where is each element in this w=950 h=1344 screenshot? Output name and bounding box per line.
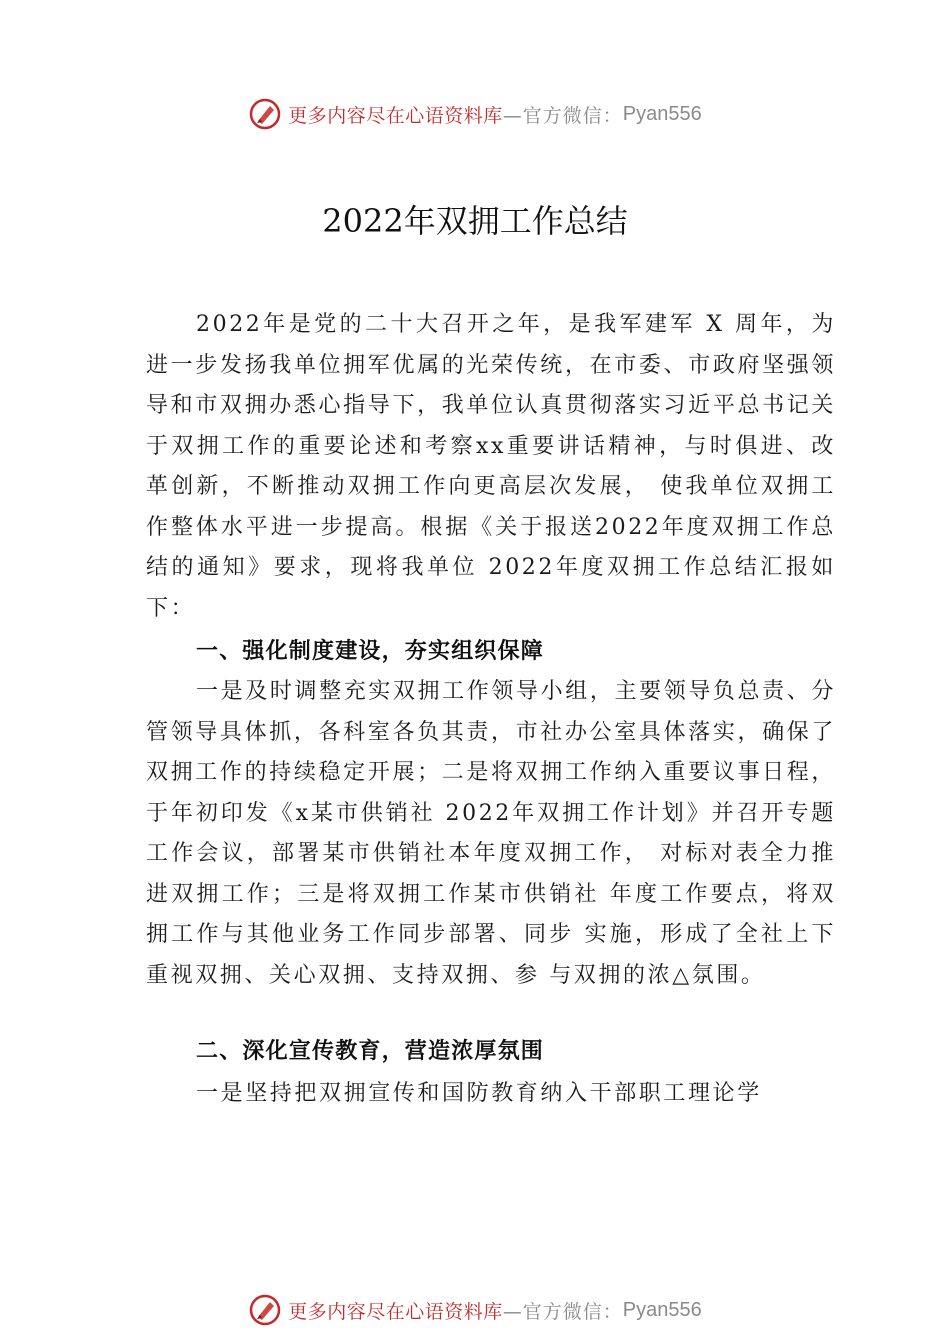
watermark-text: 更多内容尽在心语资料库 [288,1300,503,1323]
pen-logo-icon [248,97,282,131]
paragraph-section-2: 一是坚持把双拥宣传和国防教育纳入干部职工理论学 [196,1081,762,1106]
watermark-footer [0,1290,950,1330]
watermark-header [0,94,950,134]
section-heading-2: 二、深化宣传教育，营造浓厚氛围 [196,1039,545,1064]
watermark-wechat-id: Pyan556 [622,102,702,125]
watermark-official-label: —官方微信： [502,1300,623,1323]
watermark-official-label: —官方微信： [502,104,623,127]
pen-logo-icon [248,1293,282,1327]
watermark-text: 更多内容尽在心语资料库 [288,104,503,127]
section-heading-1: 一、强化制度建设，夯实组织保障 [196,639,545,664]
document-title: 2022年双拥工作总结 [322,202,628,240]
paragraph-section-1: 一是及时调整充实双拥工作领导小组，主要领导负总责、分管领导具体抓，各科室各负其责，市社办公室具体落实，确保了双拥工作的持续稳定开展；二是将双拥工作纳入重要议事日程，于年初印发《x某市供销社 2022年双拥工作计划》并召开专题工作会议，部署某市供销社本年度双拥工作， 对标对表全力推进双拥工作；三是将双拥工作某市供销社 年度工作要点，将双拥工作与其他业务工作同步部署、同步 实施，形成了全社上下重视双拥、关心双拥、支持双拥、参 与双拥的浓△氛围。 [146,679,836,988]
watermark-wechat-id: Pyan556 [622,1298,702,1321]
paragraph-intro: 2022年是党的二十大召开之年，是我军建军 X 周年，为进一步发扬我单位拥军优属的光荣传统，在市委、市政府坚强领导和市双拥办悉心指导下，我单位认真贯彻落实习近平总书记关于双拥工作的重要论述和考察xx重要讲话精神，与时俱进、改革创新，不断推动双拥工作向更高层次发展， 使我单位双拥工作整体水平进一步提高。根据《关于报送2022年度双拥工作总结的通知》要求，现将我单位 2022年度双拥工作总结汇报如下： [146,312,836,621]
